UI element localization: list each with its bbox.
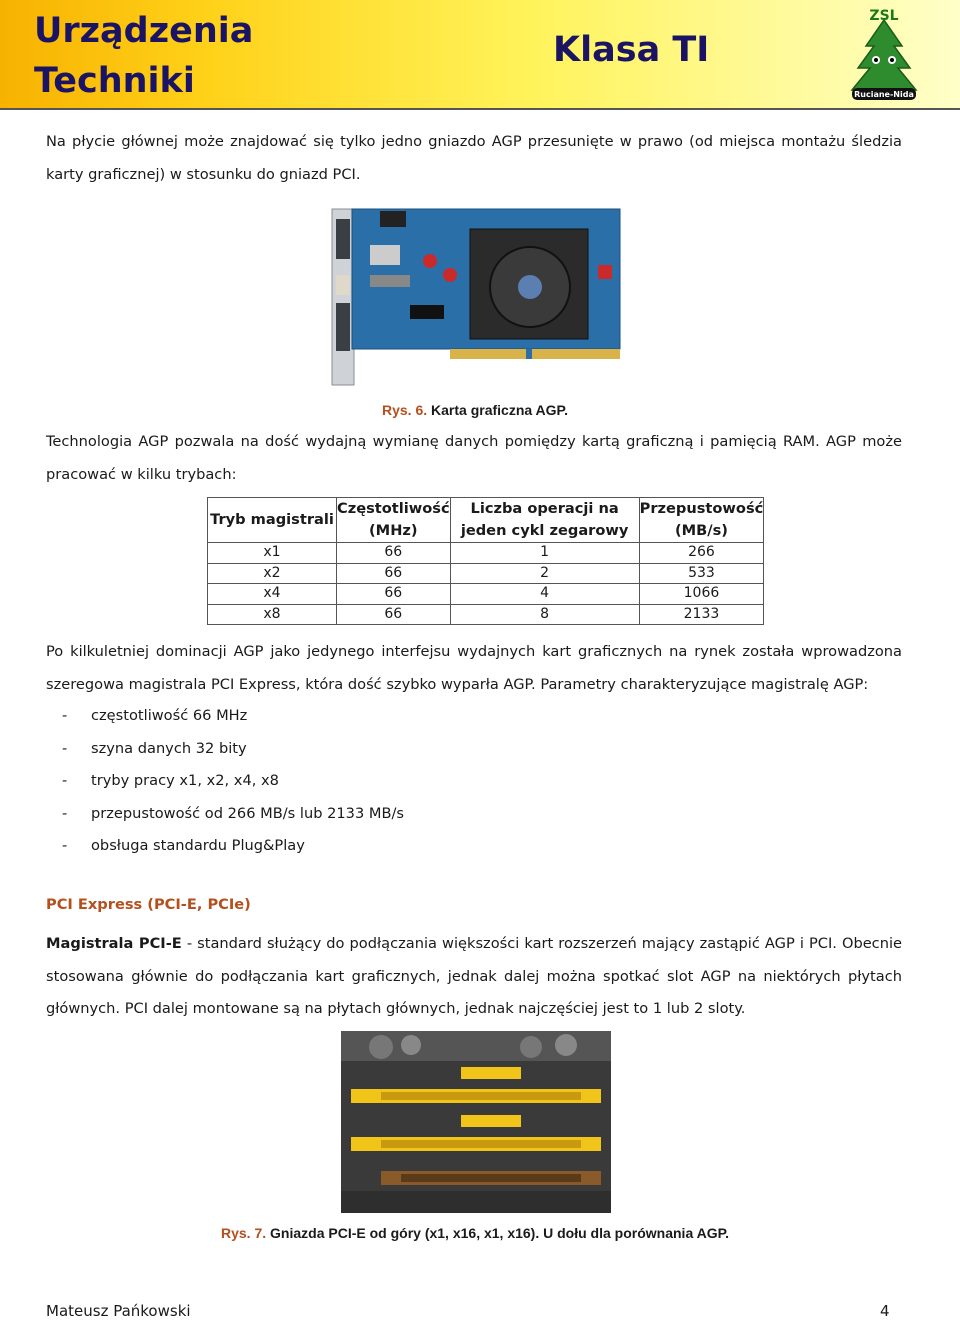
table-cell: 4 xyxy=(450,584,639,605)
table-row xyxy=(208,604,764,625)
table-cell: x8 xyxy=(208,604,337,625)
table-header-cell: Częstotliwość (MHz) xyxy=(337,498,451,543)
list-item-text: częstotliwość 66 MHz xyxy=(91,707,248,724)
pcie-paragraph xyxy=(46,928,902,1026)
table-cell: x2 xyxy=(208,563,337,584)
table-cell: 266 xyxy=(639,543,764,564)
table-row xyxy=(208,563,764,584)
list-item-text: tryby pracy x1, x2, x4, x8 xyxy=(91,772,279,790)
header-title-line2: Techniki xyxy=(34,61,195,101)
table-cell: x4 xyxy=(208,584,337,605)
pcie-slots-image xyxy=(341,1031,611,1213)
pcie-lead-bold: Magistrala PCI-E xyxy=(46,935,182,952)
list-item: - szyna danych 32 bity xyxy=(62,739,247,757)
logo-text-top: ZSL xyxy=(869,8,899,24)
table-cell: 66 xyxy=(337,563,451,584)
table-cell: x1 xyxy=(208,543,337,564)
figure7-caption-text: Gniazda PCI-E od góry (x1, x16, x1, x16). U dołu dla porównania AGP. xyxy=(270,1225,730,1241)
list-item: - częstotliwość 66 MHz xyxy=(62,707,248,724)
agp-modes-table xyxy=(207,497,764,625)
table-cell: 66 xyxy=(337,604,451,625)
table-header-cell: Przepustowość (MB/s) xyxy=(639,498,764,543)
table-cell: 1 xyxy=(450,543,639,564)
figure6-caption-text: Karta graficzna AGP. xyxy=(431,402,568,418)
table-row xyxy=(208,543,764,564)
agp-parameters-list xyxy=(46,700,404,863)
table-row xyxy=(208,584,764,605)
header-class-label: Klasa TI xyxy=(553,30,710,70)
footer-author: Mateusz Pańkowski xyxy=(46,1302,191,1320)
figure7-caption xyxy=(221,1225,729,1241)
logo-text-bottom: Ruciane-Nida xyxy=(854,90,914,99)
list-item-text: obsługa standardu Plug&Play xyxy=(91,837,305,855)
table-header-cell: Tryb magistrali xyxy=(208,498,337,543)
pci-express-paragraph: Po kilkuletniej dominacji AGP jako jedynego interfejsu wydajnych kart graficznych na rynek została wprowadzona szeregowa magistrala PCI Express, która dość szybko wyparła AGP. Parametry charakteryzujące magistralę AGP: xyxy=(46,643,902,693)
table-header-row xyxy=(208,498,764,543)
table-cell: 2 xyxy=(450,563,639,584)
table-cell: 8 xyxy=(450,604,639,625)
table-cell: 533 xyxy=(639,563,764,584)
list-item: - przepustowość od 266 MB/s lub 2133 MB/s xyxy=(62,804,404,822)
agp-graphics-card-image xyxy=(330,205,622,389)
table-cell: 66 xyxy=(337,543,451,564)
footer-page-number: 4 xyxy=(880,1302,890,1320)
figure6-caption-prefix: Rys. 6. xyxy=(382,402,428,418)
table-cell: 66 xyxy=(337,584,451,605)
table-cell: 2133 xyxy=(639,604,764,625)
list-item-text: przepustowość od 266 MB/s lub 2133 MB/s xyxy=(91,804,404,822)
agp-paragraph: Technologia AGP pozwala na dość wydajną wymianę danych pomiędzy kartą graficzną i pamięcią RAM. AGP może pracować w kilku trybach: xyxy=(46,433,902,483)
intro-paragraph: Na płycie głównej może znajdować się tylko jedno gniazdo AGP przesunięte w prawo (od miejsca montażu śledzia karty graficznej) w stosunku do gniazd PCI. xyxy=(46,133,902,183)
section-heading: PCI Express (PCI-E, PCIe) xyxy=(46,896,251,913)
table-header-cell: Liczba operacji na jeden cykl zegarowy xyxy=(450,498,639,543)
figure7-caption-prefix: Rys. 7. xyxy=(221,1225,267,1241)
header-title-line1: Urządzenia xyxy=(34,11,254,51)
table-cell: 1066 xyxy=(639,584,764,605)
pcie-text: - standard służący do podłączania większości kart rozszerzeń mający zastąpić AGP i PCI. Obecnie stosowana głównie do podłączania kart graficznych, jednak dalej można spotkać slot AGP na niektórych płytach głównych. PCI dalej montowane są na płytach głównych, jednak najczęściej jest to 1 lub 2 sloty. xyxy=(46,935,902,1017)
page-header xyxy=(0,0,960,110)
list-item-text: szyna danych 32 bity xyxy=(91,739,247,757)
figure6-caption xyxy=(382,402,568,418)
school-logo xyxy=(842,6,926,102)
list-item: - tryby pracy x1, x2, x4, x8 xyxy=(62,772,279,790)
list-item: - obsługa standardu Plug&Play xyxy=(62,837,305,855)
header-title xyxy=(34,6,334,106)
